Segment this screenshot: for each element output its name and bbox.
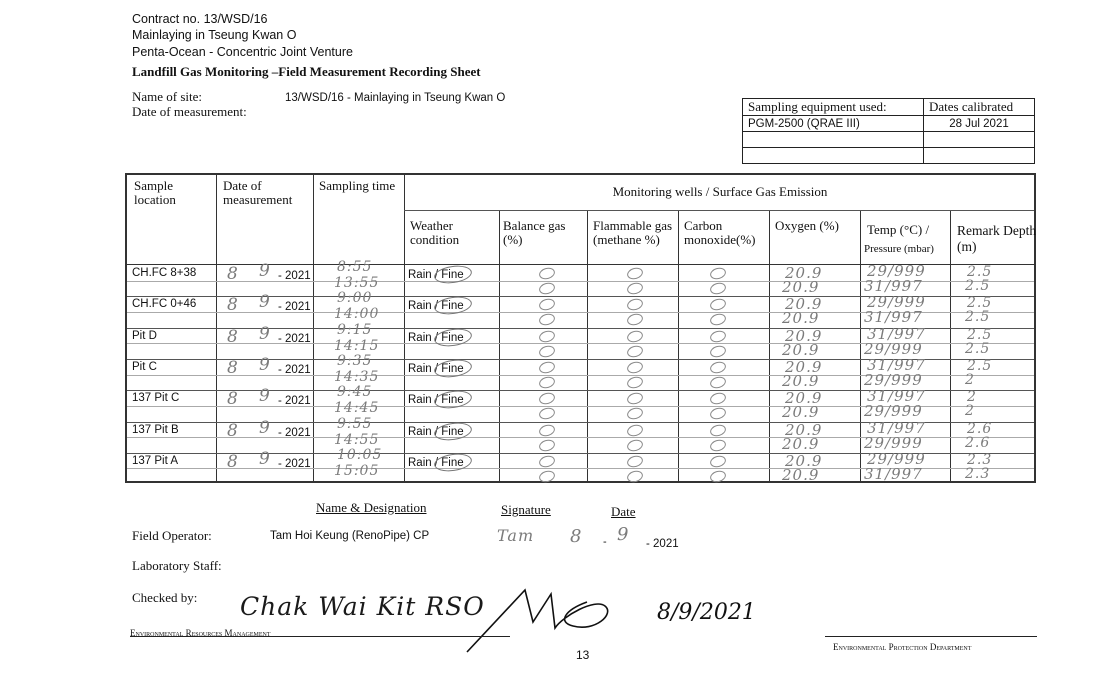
zero-mark — [538, 360, 556, 375]
calibration-table — [742, 98, 1035, 164]
oxygen-cell: 20.9 — [785, 326, 823, 345]
temp-pressure-cell: 29/999 — [864, 402, 923, 421]
header-remark-depth: Remark Depth (m) — [957, 223, 1037, 254]
zero-mark — [538, 329, 556, 344]
zero-mark — [538, 406, 556, 421]
date-day-cell: 8 — [227, 264, 239, 284]
zero-mark — [626, 281, 644, 296]
header-pressure: Pressure (mbar) — [864, 243, 934, 255]
zero-mark — [709, 406, 727, 421]
date-year-cell: - 2021 — [278, 426, 311, 439]
zero-mark — [709, 344, 727, 359]
date-year-cell: - 2021 — [278, 457, 311, 470]
zero-mark — [538, 454, 556, 469]
temp-pressure-cell: 29/999 — [867, 293, 926, 312]
temp-pressure-cell: 31/997 — [867, 355, 926, 374]
calibrated-header: Dates calibrated — [924, 99, 1035, 116]
column-divider — [950, 211, 951, 481]
date-year-cell: - 2021 — [278, 332, 311, 345]
oxygen-cell: 20.9 — [785, 264, 823, 282]
site-name-value: 13/WSD/16 - Mainlaying in Tseung Kwan O — [285, 92, 506, 104]
zero-mark — [538, 281, 556, 296]
time-cell: 8:55 — [337, 259, 373, 275]
name-designation-header: Name & Designation — [316, 500, 427, 515]
zero-mark — [709, 438, 727, 453]
zero-mark — [538, 423, 556, 438]
time-cell: 9:35 — [337, 352, 373, 369]
column-divider — [860, 211, 861, 481]
measurement-table — [125, 173, 1036, 483]
temp-pressure-cell: 31/997 — [864, 308, 923, 327]
zero-mark — [538, 297, 556, 312]
column-divider — [678, 211, 679, 481]
empty-cell — [743, 132, 924, 148]
empty-cell — [924, 132, 1035, 148]
depth-cell: 2.5 — [967, 264, 993, 280]
date-day-cell: 8 — [227, 326, 239, 347]
header-divider — [404, 210, 1034, 211]
checker-signature — [455, 578, 625, 658]
temp-pressure-cell: 31/997 — [864, 464, 923, 483]
calibrated-value: 28 Jul 2021 — [924, 116, 1035, 132]
temp-pressure-cell: 29/999 — [867, 262, 926, 280]
fine-circle — [433, 263, 473, 285]
zero-mark — [538, 469, 556, 484]
weather-cell: Rain / Fine — [408, 394, 464, 407]
zero-mark — [538, 438, 556, 453]
header-temp: Temp (°C) / — [867, 222, 930, 237]
zero-mark — [626, 344, 644, 359]
zero-mark — [626, 406, 644, 421]
zero-mark — [538, 375, 556, 390]
oxygen-cell: 20.9 — [782, 403, 820, 422]
sample-location-cell: CH.FC 8+38 — [132, 267, 197, 279]
depth-cell: 2.6 — [967, 420, 993, 437]
date-month-cell: 9 — [259, 448, 271, 469]
field-operator-sign-month: 9 — [617, 524, 630, 545]
header-monitoring-group: Monitoring wells / Surface Gas Emission — [612, 184, 828, 199]
date-day-cell: 8 — [227, 420, 239, 441]
field-operator-label: Field Operator: — [132, 528, 212, 543]
fine-circle — [433, 451, 473, 473]
depth-cell: 2.5 — [967, 326, 993, 343]
checker-date: 8/9/2021 — [657, 600, 756, 625]
sample-location-cell: 137 Pit C — [132, 392, 180, 405]
zero-mark — [709, 375, 727, 390]
site-name-label: Name of site: — [132, 89, 203, 104]
sample-location-cell: CH.FC 0+46 — [132, 298, 197, 311]
zero-mark — [538, 391, 556, 406]
time-cell: 9:00 — [337, 290, 373, 307]
zero-mark — [626, 454, 644, 469]
zero-mark — [709, 281, 727, 296]
header-balance-gas: Balance gas (%) — [503, 218, 566, 247]
fine-circle — [433, 326, 473, 348]
checked-by-label: Checked by: — [132, 590, 198, 605]
date-day-cell: 8 — [227, 357, 239, 378]
time-cell: 9:55 — [337, 415, 373, 432]
oxygen-cell: 20.9 — [782, 371, 820, 390]
page-number: 13 — [576, 648, 590, 662]
date-year-cell: - 2021 — [278, 270, 311, 282]
empty-cell — [924, 148, 1035, 164]
oxygen-cell: 20.9 — [785, 451, 823, 470]
time-cell: 13:55 — [334, 275, 380, 291]
time-cell: 14:15 — [334, 337, 380, 354]
zero-mark — [709, 423, 727, 438]
lab-staff-label: Laboratory Staff: — [132, 558, 222, 573]
date-day-cell: 8 — [227, 295, 239, 316]
depth-cell: 2.5 — [967, 295, 993, 312]
zero-mark — [626, 375, 644, 390]
column-divider — [587, 211, 588, 481]
zero-mark — [626, 423, 644, 438]
oxygen-cell: 20.9 — [782, 465, 820, 484]
field-operator-sign-year: - 2021 — [646, 538, 679, 550]
zero-mark — [538, 266, 556, 281]
zero-mark — [709, 329, 727, 344]
date-header: Date — [611, 504, 636, 519]
zero-mark — [626, 360, 644, 375]
temp-pressure-cell: 31/997 — [867, 324, 926, 343]
oxygen-cell: 20.9 — [785, 420, 823, 439]
field-operator-name: Tam Hoi Keung (RenoPipe) CP — [270, 530, 430, 542]
measurement-date-label: Date of measurement: — [132, 104, 247, 119]
time-cell: 15:05 — [334, 462, 380, 479]
signature-header: Signature — [501, 502, 551, 517]
depth-cell: 2.3 — [965, 465, 991, 482]
time-cell: 10:05 — [337, 446, 383, 463]
oxygen-cell: 20.9 — [782, 309, 820, 328]
date-year-cell: - 2021 — [278, 395, 311, 408]
sheet-title: Landfill Gas Monitoring –Field Measurement Recording Sheet — [132, 64, 481, 79]
depth-cell: 2.5 — [967, 357, 993, 374]
contractor-name: Penta-Ocean - Concentric Joint Venture — [132, 45, 353, 59]
equipment-header: Sampling equipment used: — [743, 99, 924, 116]
fine-circle — [433, 420, 473, 442]
zero-mark — [709, 360, 727, 375]
header-weather: Weather condition — [410, 218, 460, 247]
fine-circle — [433, 295, 473, 317]
date-month-cell: 9 — [259, 292, 271, 313]
date-day-cell: 8 — [227, 451, 239, 472]
time-cell: 9:45 — [337, 384, 373, 401]
zero-mark — [709, 266, 727, 281]
temp-pressure-cell: 29/999 — [864, 339, 923, 358]
zero-mark — [626, 297, 644, 312]
project-name: Mainlaying in Tseung Kwan O — [132, 28, 297, 42]
oxygen-cell: 20.9 — [782, 340, 820, 359]
oxygen-cell: 20.9 — [785, 389, 823, 408]
zero-mark — [709, 469, 727, 484]
weather-cell: Rain / Fine — [408, 362, 464, 375]
sample-location-cell: Pit D — [132, 329, 157, 342]
time-cell: 14:35 — [334, 368, 380, 385]
time-cell: 14:00 — [334, 306, 380, 323]
date-month-cell: 9 — [259, 261, 271, 281]
zero-mark — [538, 344, 556, 359]
weather-cell: Rain / Fine — [408, 456, 464, 469]
sample-location-cell: 137 Pit A — [132, 454, 179, 467]
oxygen-cell: 20.9 — [785, 295, 823, 314]
footer-right: Environmental Protection Department — [833, 642, 972, 652]
header-oxygen: Oxygen (%) — [775, 218, 839, 233]
temp-pressure-cell: 31/997 — [864, 277, 923, 295]
date-year-cell: - 2021 — [278, 301, 311, 314]
oxygen-cell: 20.9 — [785, 357, 823, 376]
fine-circle — [433, 357, 473, 379]
empty-cell — [743, 148, 924, 164]
zero-mark — [626, 438, 644, 453]
oxygen-cell: 20.9 — [782, 434, 820, 453]
checker-handwritten-name: Chak Wai Kit RSO — [240, 592, 485, 621]
zero-mark — [709, 312, 727, 327]
zero-mark — [709, 454, 727, 469]
contract-number: Contract no. 13/WSD/16 — [132, 12, 268, 26]
equipment-value: PGM-2500 (QRAE III) — [743, 116, 924, 132]
zero-mark — [626, 469, 644, 484]
zero-mark — [538, 312, 556, 327]
time-cell: 9:15 — [337, 321, 373, 338]
depth-cell: 2 — [965, 371, 975, 388]
weather-cell: Rain / Fine — [408, 425, 464, 438]
footer-rule-right — [825, 636, 1037, 637]
header-sample-location: Sample location — [134, 178, 176, 207]
depth-cell: 2 — [967, 389, 977, 406]
weather-cell: Rain / Fine — [408, 269, 464, 281]
depth-cell: 2.6 — [965, 434, 991, 451]
oxygen-cell: 20.9 — [782, 278, 820, 296]
column-divider — [499, 211, 500, 481]
zero-mark — [626, 312, 644, 327]
fine-circle — [433, 389, 473, 411]
date-month-cell: 9 — [259, 417, 271, 438]
weather-cell: Rain / Fine — [408, 331, 464, 344]
sample-location-cell: 137 Pit B — [132, 423, 179, 436]
header-date: Date of measurement — [223, 178, 293, 207]
date-month-cell: 9 — [259, 323, 271, 344]
temp-pressure-cell: 31/997 — [867, 418, 926, 437]
date-year-cell: - 2021 — [278, 363, 311, 376]
depth-cell: 2.5 — [965, 278, 991, 294]
date-day-cell: 8 — [227, 389, 239, 410]
zero-mark — [626, 329, 644, 344]
depth-cell: 2 — [965, 403, 975, 420]
time-cell: 14:45 — [334, 400, 380, 417]
sample-location-cell: Pit C — [132, 360, 157, 373]
temp-pressure-cell: 29/999 — [867, 449, 926, 468]
header-carbon-monoxide: Carbon monoxide(%) — [684, 218, 756, 247]
field-operator-sign-day: 8 — [570, 526, 583, 547]
zero-mark — [626, 391, 644, 406]
date-month-cell: 9 — [259, 386, 271, 407]
time-cell: 14:55 — [334, 431, 380, 448]
header-flammable-gas: Flammable gas (methane %) — [593, 218, 673, 247]
depth-cell: 2.5 — [965, 340, 991, 357]
field-operator-signature: Tam — [497, 526, 535, 545]
temp-pressure-cell: 31/997 — [867, 387, 926, 406]
zero-mark — [709, 297, 727, 312]
depth-cell: 2.5 — [965, 309, 991, 326]
temp-pressure-cell: 29/999 — [864, 433, 923, 452]
depth-cell: 2.3 — [967, 451, 993, 468]
header-time: Sampling time — [319, 178, 396, 193]
date-month-cell: 9 — [259, 354, 271, 375]
temp-pressure-cell: 29/999 — [864, 370, 923, 389]
weather-cell: Rain / Fine — [408, 300, 464, 313]
footer-left: Environmental Resources Management — [130, 628, 271, 638]
zero-mark — [626, 266, 644, 281]
column-divider — [769, 211, 770, 481]
zero-mark — [709, 391, 727, 406]
